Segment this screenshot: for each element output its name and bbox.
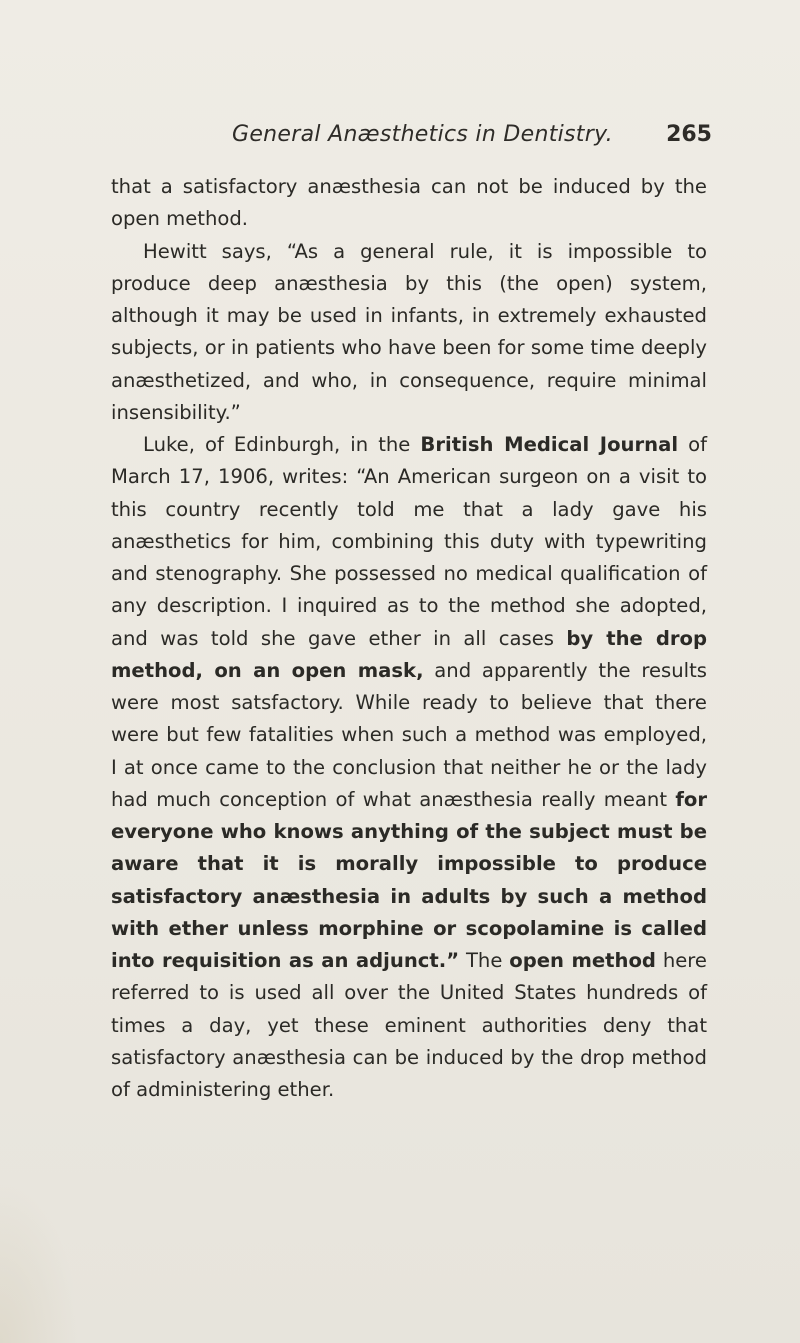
- text-run: of March 17, 1906, writes: “An American surgeon on a visit to this country recently told me that a lady gave his anæsthetics for him, combining this duty with typewriting and stenography. She possessed no medical qualification of any description. I inquired as to the method she adopted, and was told she gave ether in all cases: [111, 433, 708, 650]
- journal-title: British Medical Journal: [420, 433, 679, 456]
- paragraph-hewitt-quote: Hewitt says, “As a general rule, it is impossible to produce deep anæsthesia by this (the open) system, although it may be used in infants, in extremely exhausted subjects, or in patients who have been for some time deeply anæsthetized, and who, in consequence, require minimal insensibility.”: [111, 239, 707, 424]
- text-run: here referred to is used all over the United States hundreds of times a day, yet these eminent authorities deny that satisfactory anæsthesia can be induced by the drop method of administering ether.: [111, 949, 707, 1101]
- running-title: General Anæsthetics in Dentistry.: [232, 122, 613, 147]
- text-run: The: [459, 949, 510, 972]
- emphasis-morally-impossible: for everyone who knows anything of the subject must be aware that it is morally impossible to produce satisfactory anæsthesia in adults by such a method with ether unless morphine or scopolamine is called into requisition as an adjunct.”: [111, 787, 707, 972]
- emphasis-open-method: open method: [509, 949, 656, 972]
- paper-stain: [0, 1180, 80, 1343]
- page-number: 265: [666, 122, 712, 147]
- text-run: and apparently the results were most satsfactory. While ready to believe that there were but few fatalities when such a method was employed, I at once came to the conclusion that neither he or the lady had much conception of what anæsthesia really meant: [111, 658, 707, 811]
- paragraph-1: that a satisfactory anæsthesia can not be induced by the open method.: [111, 175, 707, 231]
- running-head: [232, 122, 712, 156]
- paragraph-luke-quote: [111, 429, 707, 1106]
- text-run: Luke, of Edinburgh, in the: [143, 433, 421, 456]
- emphasis-drop-method: by the drop method, on an open mask,: [111, 626, 707, 682]
- body-text: [111, 171, 707, 1106]
